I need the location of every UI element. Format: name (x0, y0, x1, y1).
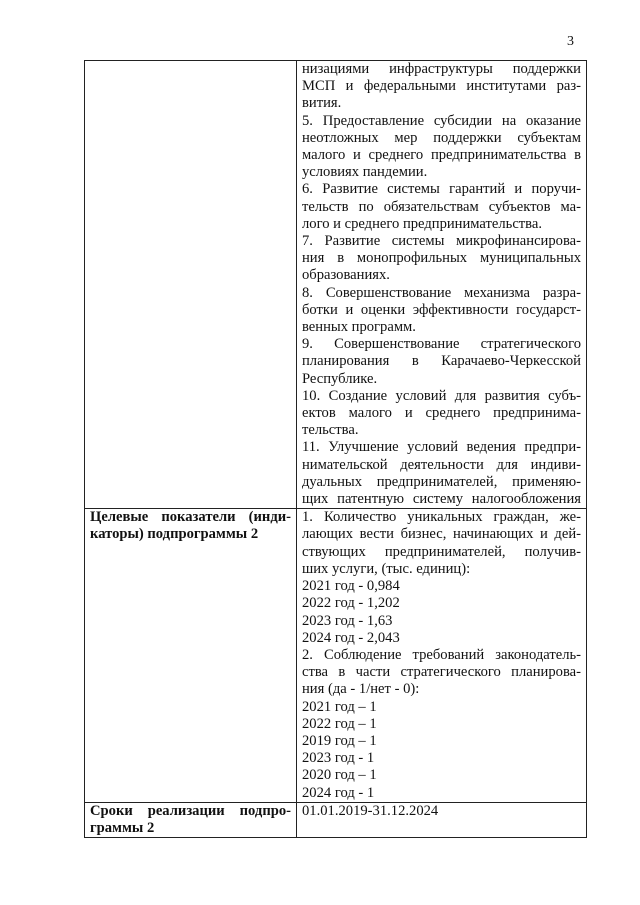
content-line: 6. Развитие системы гарантий и поручи- (302, 181, 581, 198)
content-line: 2023 год - 1,63 (302, 612, 393, 629)
row-label-line: Сроки реализации подпро- (90, 802, 291, 819)
content-line: лого и среднего предпринимательства. (302, 215, 543, 232)
content-line: 11. Улучшение условий ведения предпри- (302, 439, 581, 456)
content-line: вития. (302, 95, 342, 112)
content-line: 2022 год - 1,202 (302, 595, 400, 612)
content-line: тельства. (302, 422, 359, 439)
content-line: лающих вести бизнес, начинающих и дей- (302, 526, 581, 543)
row-content-cell (297, 509, 587, 802)
content-line: условиях пандемии. (302, 164, 428, 181)
content-line: 8. Совершенствование механизма разра- (302, 284, 581, 301)
content-line: 1. Количество уникальных граждан, же- (302, 509, 581, 526)
content-line: 2023 год - 1 (302, 750, 375, 767)
content-line: ших услуги, (тыс. единиц): (302, 560, 471, 577)
content-line: 2021 год - 0,984 (302, 578, 400, 595)
row-label-cell (85, 802, 297, 837)
content-line: 2020 год – 1 (302, 767, 377, 784)
content-line: 2. Соблюдение требований законодатель- (302, 646, 581, 663)
content-line: венных программ. (302, 319, 416, 336)
content-line: дуальных предпринимателей, применяю- (302, 473, 581, 490)
content-line: тельств по обязательствам субъектов ма- (302, 198, 581, 215)
content-line: ния (да - 1/нет - 0): (302, 681, 420, 698)
content-line: 2024 год - 2,043 (302, 629, 400, 646)
content-line: МСП и федеральными институтами раз- (302, 78, 581, 95)
content-line: неотложных мер поддержки субъектам (302, 129, 581, 146)
content-line: 2021 год – 1 (302, 698, 377, 715)
content-line: ботки и оценки эффективности государст- (302, 301, 581, 318)
tasks-continuation-row (85, 61, 587, 509)
content-line: 2022 год – 1 (302, 715, 377, 732)
row-label-cell (85, 61, 297, 509)
content-line: образованиях. (302, 267, 390, 284)
content-line: 2019 год – 1 (302, 732, 377, 749)
content-line: 2024 год - 1 (302, 784, 375, 801)
content-line: ствующих предпринимателей, получив- (302, 543, 581, 560)
row-label-cell (85, 509, 297, 802)
content-line: 7. Развитие системы микрофинансирова- (302, 233, 581, 250)
row-content-cell (297, 802, 587, 837)
content-line: щих патентную систему налогообложения (302, 491, 581, 508)
row-content-cell (297, 61, 587, 509)
content-line: Республике. (302, 370, 378, 387)
target-indicators-row (85, 509, 587, 802)
content-line: 10. Создание условий для развития субъ- (302, 387, 581, 404)
content-line: нимательской деятельности для индиви- (302, 456, 581, 473)
subprogram-passport-table (84, 60, 587, 838)
content-line: ния в монопрофильных муниципальных (302, 250, 581, 267)
content-line: малого и среднего предпринимательства в (302, 147, 581, 164)
content-line: низациями инфраструктуры поддержки (302, 61, 581, 77)
row-label-line: граммы 2 (90, 819, 155, 836)
content-line: 01.01.2019-31.12.2024 (302, 802, 439, 819)
row-label-line: каторы) подпрограммы 2 (90, 526, 259, 543)
content-line: 9. Совершенствование стратегического (302, 336, 581, 353)
content-line: 5. Предоставление субсидии на оказание (302, 112, 581, 129)
page-number: 3 (567, 34, 574, 49)
row-label-line: Целевые показатели (инди- (90, 509, 291, 526)
content-line: ства в части стратегического планирова- (302, 664, 581, 681)
content-line: планирования в Карачаево-Черкесской (302, 353, 581, 370)
implementation-period-row (85, 802, 587, 837)
content-line: ектов малого и среднего предпринима- (302, 405, 581, 422)
